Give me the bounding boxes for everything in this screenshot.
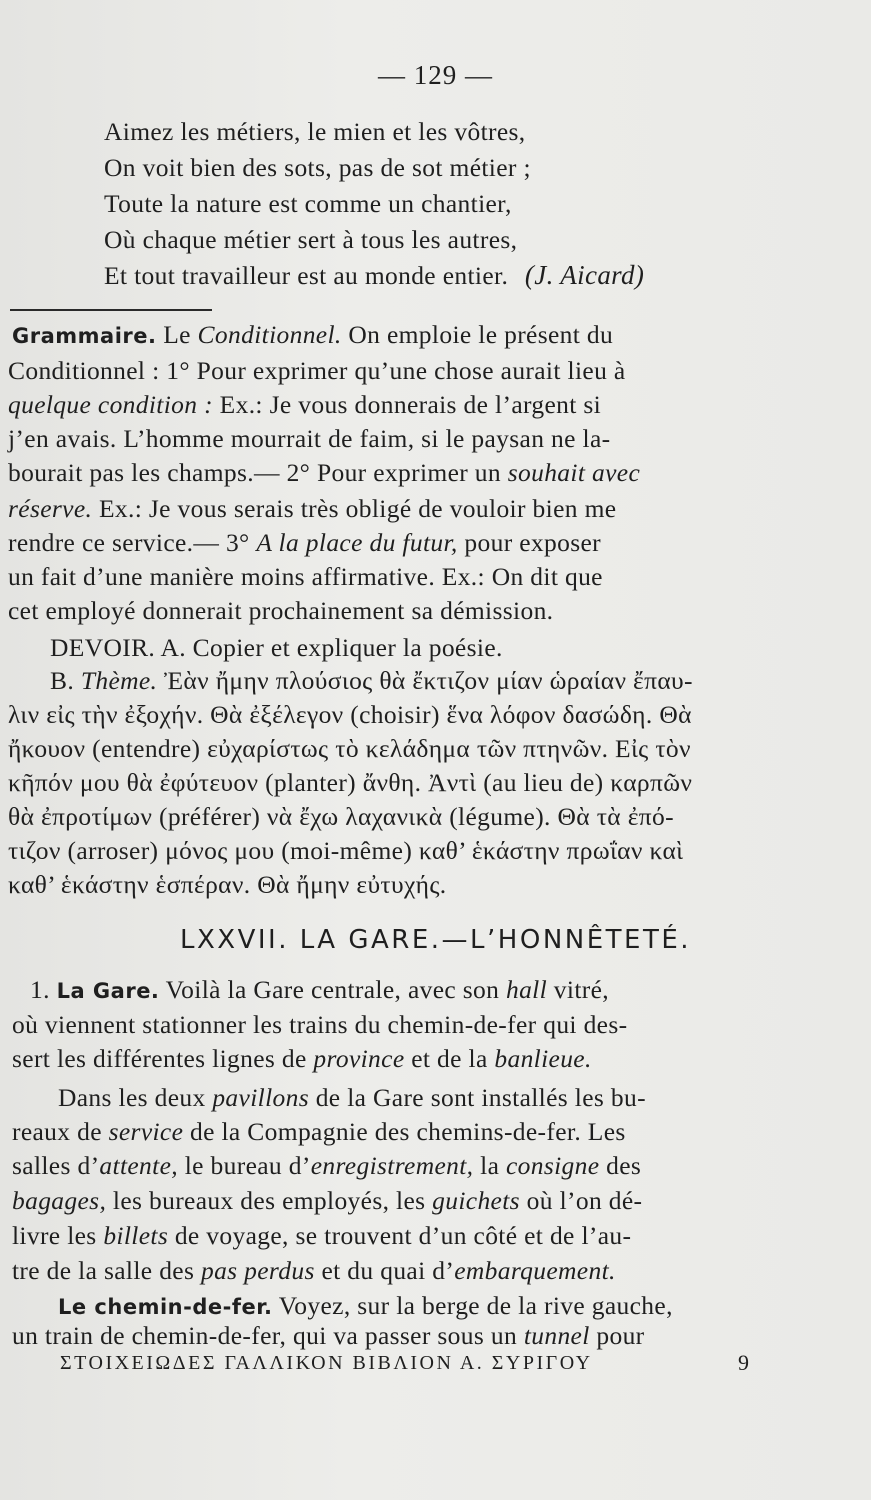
text: reaux de: [12, 1117, 109, 1146]
term: réserve.: [8, 494, 93, 523]
grammar-line: [8, 494, 616, 524]
paragraph-heading: Le chemin-de-fer.: [58, 1295, 273, 1319]
term: attente,: [99, 1151, 178, 1180]
text: bourait pas les champs.— 2° Pour exprimer un: [8, 458, 508, 487]
text: Le: [163, 320, 198, 349]
text: On emploie le présent du: [341, 320, 614, 349]
term: tunnel: [523, 1321, 590, 1350]
poem-line: Toute la nature est comme un chantier,: [104, 189, 512, 218]
devoir-line: ἤκουον (entendre) εὐχαρίστως τὸ κελάδημα τῶν πτηνῶν. Εἰς τὸν: [8, 734, 691, 763]
text: Ex.: Je vous donnerais de l’argent si: [212, 390, 602, 419]
text: pour: [589, 1321, 645, 1350]
poem-line: Aimez les métiers, le mien et les vôtres,: [104, 117, 526, 146]
lesson-line: [12, 1221, 631, 1251]
term: consigne: [505, 1151, 600, 1180]
grammar-line: Conditionnel : 1° Pour exprimer qu’une chose aurait lieu à: [8, 356, 626, 385]
grammar-line: cet employé donnerait prochainement sa démission.: [8, 596, 554, 625]
text: rendre ce service.— 3°: [8, 528, 257, 557]
text: pour exposer: [457, 528, 602, 557]
term: service: [108, 1117, 184, 1146]
grammar-line: [8, 390, 601, 420]
term: Thème.: [80, 666, 158, 695]
text: de la Compagnie des chemins-de-fer. Les: [183, 1117, 626, 1146]
text: des: [599, 1151, 642, 1180]
text: Voilà la Gare centrale, avec son: [159, 975, 506, 1004]
lesson-line: [12, 1256, 616, 1286]
lesson-line: [12, 1117, 626, 1147]
text: les bureaux des employés, les: [106, 1186, 433, 1215]
lesson-line: [30, 975, 609, 1006]
devoir-line: θὰ ἐπροτίμων (préférer) νὰ ἔχω λαχανικὰ (légume). Θὰ τὰ ἐπό-: [8, 802, 674, 831]
text: et de la: [404, 1044, 495, 1073]
text: et du quai d’: [314, 1256, 455, 1285]
lesson-title: LXXVII. LA GARE.—L’HONNÊTETÉ.: [179, 925, 692, 955]
term: pavillons: [212, 1083, 309, 1112]
signature-mark: 9: [738, 1350, 749, 1375]
poem-last-line: Et tout travailleur est au monde entier.: [104, 261, 509, 290]
lesson-line: [58, 1291, 673, 1322]
text: le bureau d’: [178, 1151, 311, 1180]
poem-line: On voit bien des sots, pas de sot métier ;: [104, 153, 531, 182]
term: bagages,: [12, 1186, 107, 1215]
book-title-footer: ΣΤΟΙΧΕΙΩΔΕΣ ΓΑΛΛΙΚΟΝ ΒΙΒΛΙΟΝ Α. ΣΥΡΙΓΟΥ: [60, 1352, 593, 1374]
lesson-line: [12, 1044, 592, 1074]
text: où l’on dé-: [519, 1186, 643, 1215]
grammar-line: un fait d’une manière moins affirmative. Ex.: On dit que: [8, 562, 603, 591]
text: tre de la salle des: [12, 1256, 201, 1285]
text: un train de chemin-de-fer, qui va passer sous un: [12, 1321, 524, 1350]
term: banlieue.: [494, 1044, 592, 1073]
text: vitré,: [547, 975, 609, 1004]
lesson-line: [12, 1321, 645, 1351]
text: sert les différentes lignes de: [12, 1044, 314, 1073]
text: de la Gare sont installés les bu-: [308, 1083, 646, 1112]
devoir-line: DEVOIR. A. Copier et expliquer la poésie.: [50, 633, 503, 662]
term: Conditionnel.: [197, 320, 342, 349]
term: enregistrement,: [310, 1151, 474, 1180]
term: pas perdus: [200, 1256, 315, 1285]
paragraph-number: 1.: [30, 975, 57, 1004]
term: hall: [505, 975, 548, 1004]
text: salles d’: [12, 1151, 100, 1180]
devoir-line: λιν εἰς τὴν ἐξοχήν. Θὰ ἐξέλεγον (choisir) ἕνα λόφον δασώδη. Θὰ: [8, 700, 692, 729]
paragraph-heading: La Gare.: [56, 979, 160, 1003]
text: Ἐὰν ἤμην πλούσιος θὰ ἔκτιζον μίαν ὡραίαν ἔπαυ-: [157, 666, 693, 695]
poem-author: (J. Aicard): [524, 260, 645, 290]
poem-line: Où chaque métier sert à tous les autres,: [104, 225, 518, 254]
lesson-line: [58, 1083, 646, 1113]
devoir-line: καθ’ ἑκάστην ἑσπέραν. Θὰ ἤμην εὐτυχής.: [8, 870, 447, 899]
text: livre les: [12, 1221, 104, 1250]
text: Ex.: Je vous serais très obligé de vouloir bien me: [92, 494, 617, 523]
term: A la place du futur,: [256, 528, 458, 557]
term: guichets: [432, 1186, 520, 1215]
text: la: [473, 1151, 506, 1180]
grammar-line: [8, 458, 640, 488]
text: Dans les deux: [58, 1083, 213, 1112]
lesson-line: [12, 1186, 642, 1216]
page-number-header: — 129 —: [378, 60, 493, 90]
poem-line: [104, 260, 644, 291]
grammar-line: j’en avais. L’homme mourrait de faim, si le paysan ne la-: [8, 424, 611, 453]
grammar-line: [8, 528, 601, 558]
devoir-line: κῆπόν μου θὰ ἐφύτευον (planter) ἄνθη. Ἀντὶ (au lieu de) καρπῶν: [8, 768, 693, 797]
term: embarquement.: [454, 1256, 616, 1285]
grammar-line: [12, 320, 613, 351]
term: souhait avec: [507, 458, 641, 487]
text: B.: [50, 666, 81, 695]
term: billets: [103, 1221, 169, 1250]
text: Voyez, sur la berge de la rive gauche,: [272, 1291, 673, 1320]
grammar-heading: Grammaire.: [12, 324, 157, 348]
term: quelque condition :: [8, 390, 213, 419]
devoir-line: τιζον (arroser) μόνος μου (moi-même) καθ’ ἑκάστην πρωΐαν καὶ: [8, 836, 684, 865]
text: de voyage, se trouvent d’un côté et de l’au-: [168, 1221, 632, 1250]
section-divider: [10, 309, 212, 311]
lesson-line: où viennent stationner les trains du chemin-de-fer qui des-: [12, 1010, 628, 1039]
term: province: [313, 1044, 405, 1073]
lesson-line: [12, 1151, 641, 1181]
devoir-line: [50, 666, 693, 696]
